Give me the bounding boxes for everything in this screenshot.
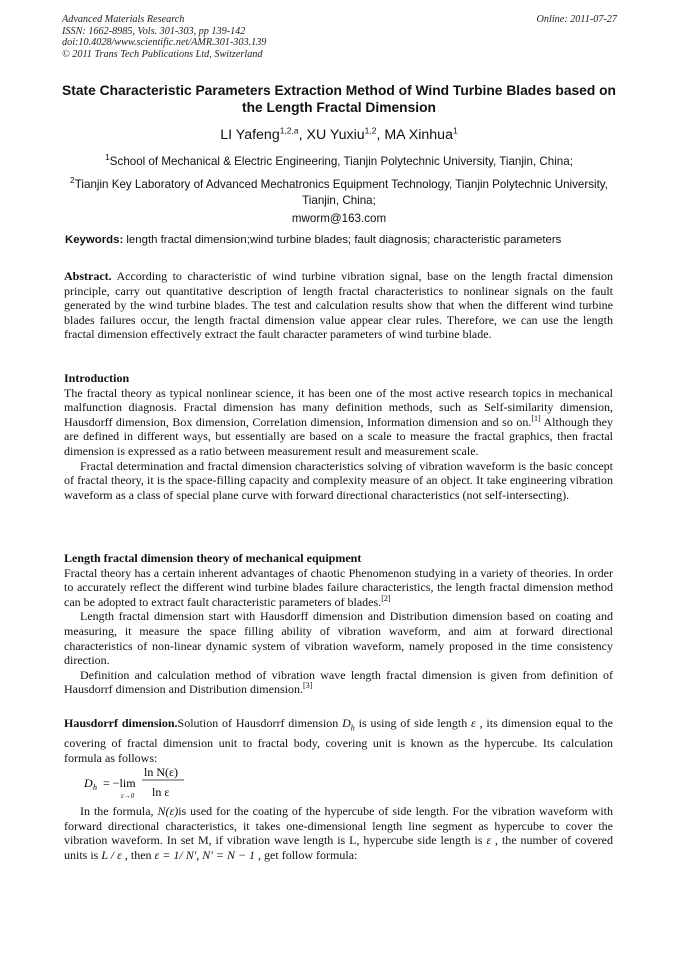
- section-heading-hausdorff: Hausdorrf dimension.: [64, 716, 178, 730]
- math-symbol: ε = 1/ N', N' = N − 1: [154, 847, 256, 862]
- section-heading-theory: Length fractal dimension theory of mechanical equipment: [64, 551, 362, 565]
- author-sup: 1: [452, 125, 458, 136]
- formula-lhs-sub: h: [93, 783, 97, 792]
- keywords-label: Keywords:: [65, 234, 124, 246]
- paper-title: State Characteristic Parameters Extraction Method of Wind Turbine Blades based on the Length Fractal Dimension: [62, 83, 616, 115]
- hausdorff-continuation: [64, 804, 613, 862]
- author-list: LI Yafeng$^{1,2,a}$, XU Yuxiu$^{1,2}$, MA Xinhua$^1$: [220, 125, 458, 143]
- math-symbol: $D_h$: [342, 716, 355, 733]
- paragraph: Hausdorrf dimension.Solution of Hausdorrf dimension $D_h$ is using of side length ε , its dimension equal to the covering of fractal dimension unit to fractal body, covering unit is known as the hypercube. Its calculation formula as follows:: [64, 716, 614, 765]
- citation-ref: [3]: [302, 681, 313, 691]
- math-symbol: L / ε: [101, 847, 122, 862]
- author-email: mworm@163.com: [291, 212, 387, 225]
- abstract-text: According to characteristic of wind turbine vibration signal, base on the length fractal dimension principle, carry out quantitative description of length fractal characteristics to nonlinear signals on the fault generated by the wind turbine blades. The test and calculation results show that when the different wind turbine blades failures occur, the length fractal dimension value appear clear rules. Therefore, we can use the length fractal dimension effectively extract the fault character parameters of wind turbine blade.: [64, 269, 614, 342]
- affiliation-1: [66, 154, 612, 170]
- citation-ref: [1]: [531, 413, 541, 423]
- author-sup: 1,2: [364, 125, 377, 136]
- citation-ref: [2]: [381, 593, 391, 603]
- author-name: LI Yafeng: [220, 127, 280, 143]
- author-sup: 1,2,a: [279, 125, 299, 136]
- keywords: [65, 234, 617, 246]
- copyright-line: © 2011 Trans Tech Publications Ltd, Switzerland: [62, 48, 263, 60]
- abstract-label: Abstract.: [64, 269, 112, 283]
- section-heading-introduction: Introduction: [64, 371, 130, 385]
- paragraph: The fractal theory as typical nonlinear science, it has been one of the most active research topics in mechanical malfunction diagnosis. Fractal dimension has many definition methods, such as Self-similarity dimension, Hausdorff dimension, Box dimension, Correlation dimension, Information dimension and so on.[1] Although they are defined in different ways, but essentially are based on a scale to measure the fractal graphics, then fractal dimension is expressed as a ratio between measurement result and measurement scale.: [64, 385, 613, 458]
- math-symbol: ε: [486, 833, 492, 848]
- affiliation-sup: 1: [105, 152, 110, 163]
- abstract: [64, 269, 613, 342]
- paragraph: Length fractal dimension start with Hausdorff dimension and Distribution dimension based on coating and measuring, it measure the space filling ability of vibration waveform, and aim at forward directional characteristics of non-linear dynamic system of vibration waveform, namely proposed in the time consistency direction.: [64, 609, 613, 668]
- formula-denominator: ln ε: [152, 785, 170, 799]
- paragraph: In the formula, N(ε)is used for the coating of the hypercube of side length. For the vibration waveform with forward directional characteristics, it takes one-dimensional length line segment as hypercube to cover the vibration waveform. In set M, if vibration wave length is L, hypercube side length is ε , the number of covered units is L / ε , then ε = 1/ N', N' = N − 1 , get follow formula:: [64, 804, 613, 862]
- keywords-text: length fractal dimension;wind turbine blades; fault diagnosis; characteristic parameters: [126, 234, 562, 246]
- formula-lhs: D: [84, 776, 93, 790]
- hausdorff-formula: [84, 764, 244, 802]
- affiliation-text: School of Mechanical & Electric Engineering, Tianjin Polytechnic University, Tianjin, China;: [109, 155, 573, 168]
- hausdorff-section: [64, 716, 613, 765]
- math-symbol: N(ε): [157, 804, 179, 818]
- theory-section: [64, 551, 613, 697]
- author-name: MA Xinhua: [384, 127, 453, 143]
- introduction-section: [64, 371, 613, 502]
- affiliation-sup: 2: [70, 175, 75, 186]
- paragraph: Fractal theory has a certain inherent advantages of chaotic Phenomenon studying in a variety of theories. In order to accurately reflect the different wind turbine blades failure characteristics, the length fractal dimension method can be adopted to extract fault characteristic parameters of blades.[2]: [64, 565, 613, 609]
- affiliation-2: [66, 177, 612, 209]
- formula-lim: = −lim: [103, 776, 136, 790]
- paragraph: Definition and calculation method of vibration wave length fractal dimension is given from definition of Hausdorrf dimension and Distribution dimension.[3]: [64, 667, 613, 697]
- paragraph: Fractal determination and fractal dimension characteristics solving of vibration waveform is the basic concept of fractal theory, it is the space-filling capacity and complexity measure of an object. It take engineering vibration waveform as a class of special plane curve with forward directional characteristics (not self-intersecting).: [64, 458, 613, 502]
- formula-lim-sub: ε→0: [121, 792, 135, 800]
- affiliation-text: Tianjin Key Laboratory of Advanced Mechatronics Equipment Technology, Tianjin Polytechnic University, Tianjin, China;: [74, 178, 608, 207]
- formula-numerator: ln N(ε): [144, 765, 179, 779]
- author-name: XU Yuxiu: [306, 127, 365, 143]
- journal-name: Advanced Materials Research: [62, 14, 185, 25]
- doi-line: doi:10.4028/www.scientific.net/AMR.301-303.139: [62, 37, 267, 48]
- issn-line: ISSN: 1662-8985, Vols. 301-303, pp 139-142: [62, 25, 246, 37]
- online-date: Online: 2011-07-27: [536, 14, 617, 25]
- math-symbol: ε: [471, 716, 476, 730]
- journal-header: [62, 14, 617, 60]
